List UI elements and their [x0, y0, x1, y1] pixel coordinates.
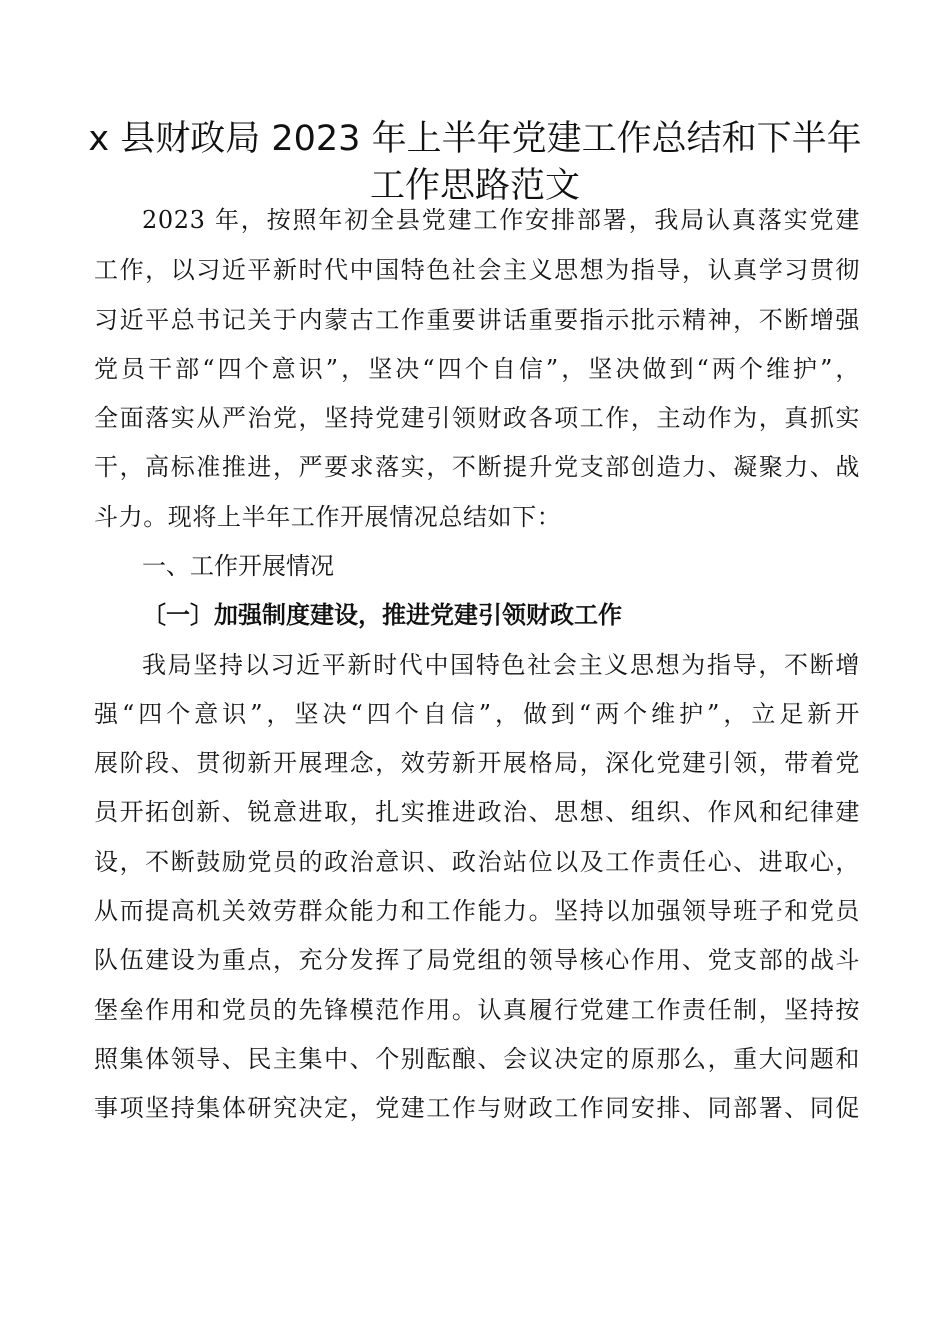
- body-paragraph-line: 强“四个意识”，坚决“四个自信”，做到“两个维护”，立足新开: [94, 700, 860, 728]
- body-paragraph-line: 员开拓创新、锐意进取，扎实推进政治、思想、组织、作风和纪律建: [94, 798, 860, 826]
- body-paragraph-line: 照集体领导、民主集中、个别酝酿、会议决定的原那么，重大问题和: [94, 1045, 860, 1073]
- intro-paragraph-line: 2023 年，按照年初全县党建工作安排部署，我局认真落实党建: [142, 206, 860, 234]
- body-paragraph-line: 设，不断鼓励党员的政治意识、政治站位以及工作责任心、进取心，: [94, 848, 860, 876]
- section-heading: 一、工作开展情况: [142, 552, 334, 580]
- body-paragraph-line: 展阶段、贯彻新开展理念，效劳新开展格局，深化党建引领，带着党: [94, 749, 860, 777]
- body-paragraph-line: 从而提高机关效劳群众能力和工作能力。坚持以加强领导班子和党员: [94, 897, 860, 925]
- intro-paragraph-line: 全面落实从严治党，坚持党建引领财政各项工作，主动作为，真抓实: [94, 404, 860, 432]
- intro-paragraph-line: 党员干部“四个意识”，坚决“四个自信”，坚决做到“两个维护”，: [94, 355, 860, 383]
- intro-paragraph-line: 习近平总书记关于内蒙古工作重要讲话重要指示批示精神，不断增强: [94, 306, 860, 334]
- subsection-heading: 〔一〕加强制度建设，推进党建引领财政工作: [142, 601, 622, 629]
- body-paragraph-line: 队伍建设为重点，充分发挥了局党组的领导核心作用、党支部的战斗: [94, 946, 860, 974]
- intro-paragraph-line: 工作，以习近平新时代中国特色社会主义思想为指导，认真学习贯彻: [94, 256, 860, 284]
- intro-paragraph-line: 干，高标准推进，严要求落实，不断提升党支部创造力、凝聚力、战: [94, 453, 860, 481]
- body-paragraph-line: 我局坚持以习近平新时代中国特色社会主义思想为指导，不断增: [142, 651, 860, 679]
- intro-paragraph-line: 斗力。现将上半年工作开展情况总结如下：: [94, 503, 562, 531]
- document-title-line-1: x 县财政局 2023 年上半年党建工作总结和下半年: [88, 119, 862, 159]
- body-paragraph-line: 堡垒作用和党员的先锋模范作用。认真履行党建工作责任制，坚持按: [94, 996, 860, 1024]
- body-paragraph-line: 事项坚持集体研究决定，党建工作与财政工作同安排、同部署、同促: [94, 1094, 860, 1122]
- document-title-line-2: 工作思路范文: [369, 166, 580, 206]
